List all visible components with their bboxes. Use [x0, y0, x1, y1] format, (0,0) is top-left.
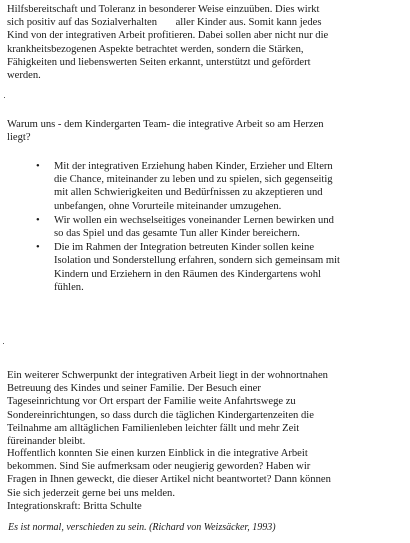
text-line: bekommen. Sind Sie aufmerksam oder neugierig geworden? Haben wir [7, 461, 311, 473]
text-line: Warum uns - dem Kindergarten Team- die integrative Arbeit so am Herzen [7, 119, 324, 130]
author-line: Integrationskraft: Britta Schulte [7, 500, 142, 512]
question-heading [7, 118, 405, 144]
scan-speck [4, 97, 5, 98]
text-line: Die im Rahmen der Integration betreuten Kinder sollen keine [54, 242, 315, 254]
text-line: Mit der integrativen Erziehung haben Kinder, Erzieher und Eltern [54, 161, 333, 172]
text-line: krankheitsbezogenen Aspekte betrachtet werden, sondern die Stärken, [7, 43, 304, 55]
bullet-item [36, 214, 402, 240]
text-line: unbefangen, ohne Vorurteile miteinander umzugehen. [54, 200, 282, 212]
text-line: Ein weiterer Schwerpunkt der integrativen Arbeit liegt in der wohnortnahen [7, 370, 328, 381]
text-line: Wir wollen ein wechselseitiges voneinander Lernen bewirken und [54, 214, 334, 226]
bullet-item [36, 160, 402, 213]
bullet-icon: • [36, 242, 40, 254]
paragraph-focus [7, 369, 405, 448]
paragraph-intro [7, 3, 405, 82]
bullet-item [36, 241, 402, 294]
text-line: sich positiv auf das Sozialverhalten aller Kinder aus. Somit kann jedes [7, 17, 322, 29]
text-line: Kind von der integrativen Arbeit profitieren. Dabei sollen aber nicht nur die [7, 30, 329, 42]
text-line: Teilnahme am alltäglichen Familienleben leichter fällt und mehr Zeit [7, 422, 300, 434]
text-line: Fähigkeiten und liebenswerten Seiten erkannt, unterstützt und gefördert [7, 56, 311, 68]
text-line: Tageseinrichtung vor Ort erspart der Familie weite Anfahrtswege zu [7, 396, 296, 408]
closing-quote: Es ist normal, verschieden zu sein. (Richard von Weizsäcker, 1993) [8, 522, 276, 533]
bullet-icon: • [36, 161, 40, 172]
text-line: Isolation und Sonderstellung erfahren, sondern sich gemeinsam mit [54, 255, 340, 267]
bullet-icon: • [36, 214, 40, 226]
text-line: Fragen in Ihnen geweckt, die dieser Artikel nicht beantwortet? Dann können [7, 474, 331, 486]
text-line: die Chance, miteinander zu leben und zu spielen, sich gegenseitig [54, 174, 333, 186]
text-line: liegt? [7, 132, 31, 144]
text-line: werden. [7, 70, 41, 82]
text-line: Hoffentlich konnten Sie einen kurzen Einblick in die integrative Arbeit [7, 448, 308, 459]
paragraph-closing [7, 447, 405, 513]
text-line: Sondereinrichtungen, so dass durch die täglichen Kindergartenzeiten die [7, 409, 314, 421]
text-line: Hilfsbereitschaft und Toleranz in besonderer Weise einzuüben. Dies wirkt [7, 4, 320, 15]
text-line: Kindern und Erziehern in den Räumen des Kindergartens wohl [54, 268, 321, 280]
bullet-list [36, 160, 402, 295]
scan-speck [3, 343, 4, 344]
text-line: fühlen. [54, 281, 84, 293]
text-line: so das Spiel und das gesamte Tun aller Kinder bereichern. [54, 228, 300, 240]
text-line: Sie sich jederzeit gerne bei uns melden. [7, 487, 175, 499]
text-line: mit allen Schwierigkeiten und Bedürfnissen zu akzeptieren und [54, 187, 323, 199]
text-line: füreinander bleibt. [7, 436, 86, 448]
text-line: Betreuung des Kindes und seiner Familie. Der Besuch einer [7, 383, 261, 395]
